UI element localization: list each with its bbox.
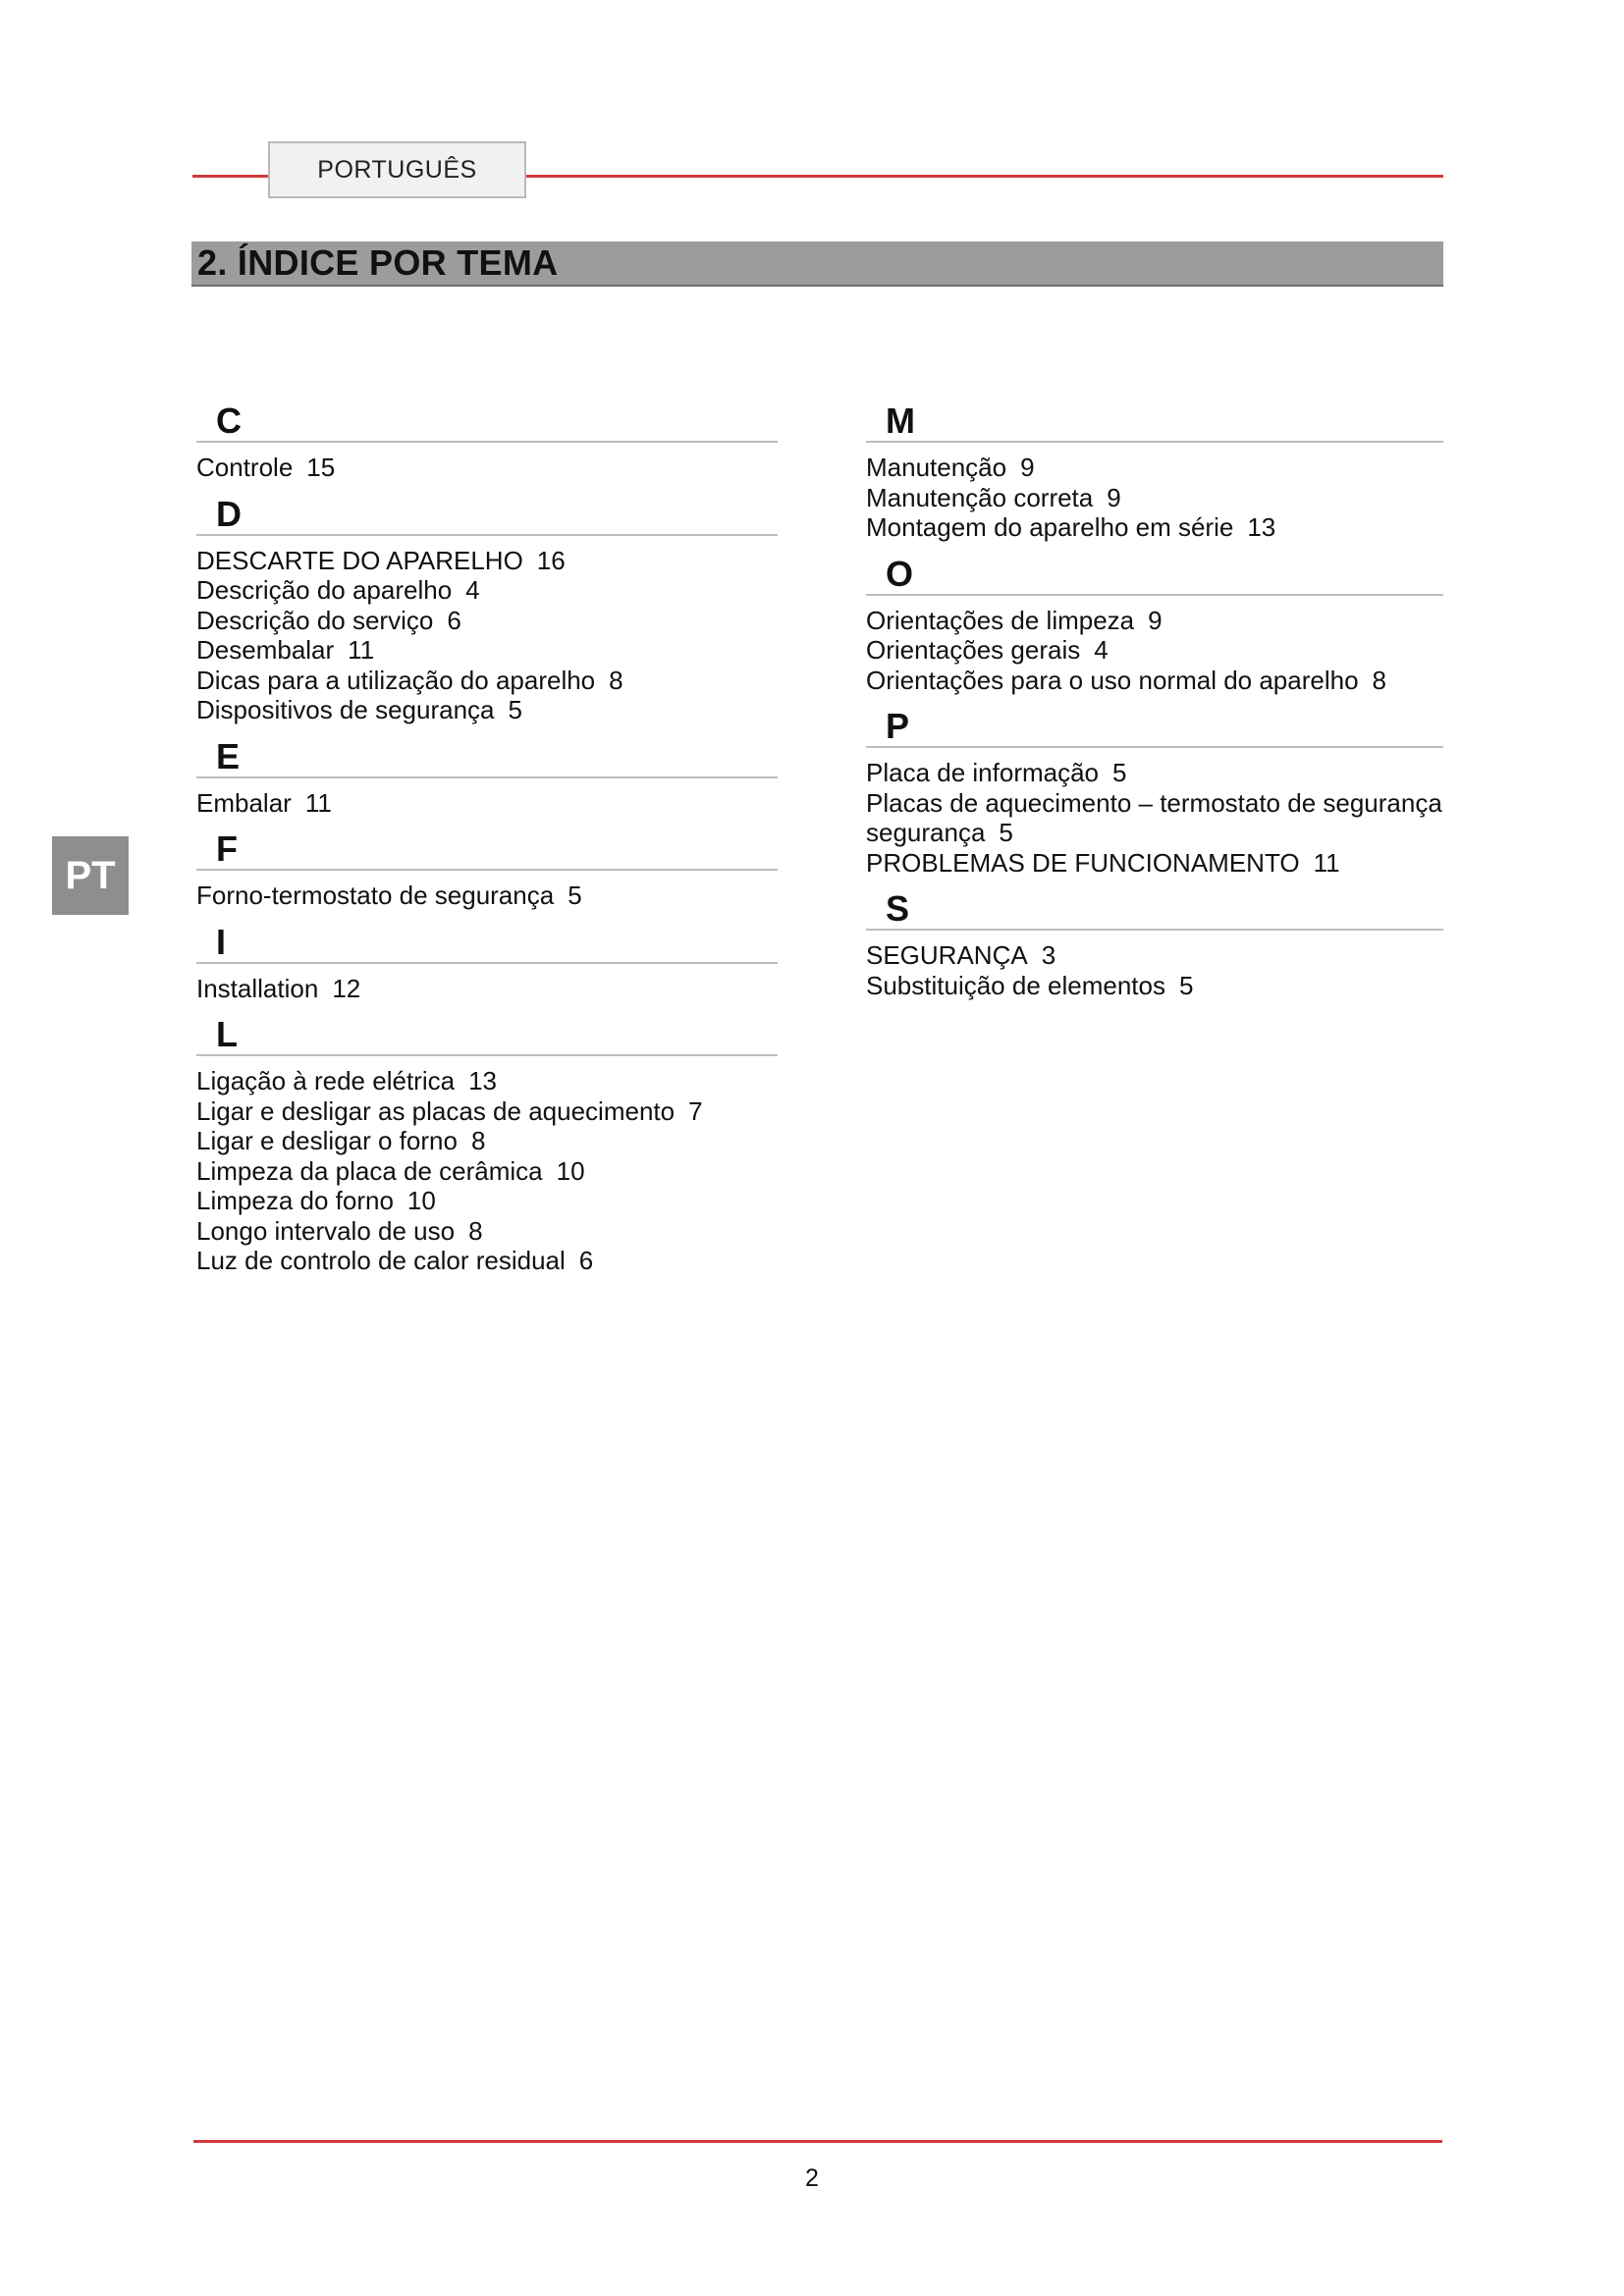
index-entry-text: Ligar e desligar as placas de aquecimento [196, 1095, 676, 1126]
index-entry [196, 606, 778, 636]
index-group-o [866, 549, 1443, 702]
index-entry-text: Manutenção correta [866, 482, 1094, 512]
index-letter-heading: S [866, 883, 1443, 931]
index-entry-text: Embalar [196, 787, 292, 818]
index-entry-text: Longo intervalo de uso [196, 1215, 456, 1246]
index-entry [866, 971, 1443, 1001]
index-entry [196, 1186, 778, 1216]
index-entry-page: 12 [332, 973, 361, 1003]
index-entry-page: 13 [1247, 512, 1276, 542]
index-entry [196, 1156, 778, 1187]
index-entry-page: 4 [465, 575, 480, 605]
index-entry-text: PROBLEMAS DE FUNCIONAMENTO [866, 847, 1300, 878]
index-entry-text: Placas de aquecimento – termostato de segurança segurança [866, 787, 1442, 847]
index-entry-page: 4 [1094, 635, 1109, 665]
index-entry-text: Descrição do aparelho [196, 575, 453, 605]
index-entry-page: 10 [556, 1155, 585, 1186]
index-group-p [866, 701, 1443, 883]
index-entry [866, 788, 1443, 848]
index-entry [866, 666, 1443, 696]
index-entry-text: Placa de informação [866, 758, 1100, 787]
index-entry-text: Limpeza da placa de cerâmica [196, 1155, 543, 1186]
index-group-e [196, 731, 778, 825]
index-letter-heading: O [866, 549, 1443, 596]
index-entry-page: 9 [1148, 605, 1163, 635]
index-entry-list [866, 443, 1443, 549]
section-title: 2. ÍNDICE POR TEMA [197, 242, 559, 283]
index-group-l [196, 1009, 778, 1282]
index-entry [866, 848, 1443, 879]
index-letter-heading: C [196, 396, 778, 443]
index-entry-page: 5 [508, 695, 522, 724]
index-group-d [196, 489, 778, 731]
index-entry-list [196, 778, 778, 825]
index-entry-text: Installation [196, 973, 319, 1003]
index-entry-page: 8 [468, 1215, 483, 1246]
index-entry-list [866, 931, 1443, 1006]
index-entry-page: 8 [470, 1126, 486, 1155]
index-entry-text: Desembalar [196, 635, 335, 665]
index-entry-page: 5 [999, 818, 1013, 847]
index-entry-page: 5 [568, 881, 582, 910]
index-entry-text: SEGURANÇA [866, 940, 1028, 970]
index-entry-text: Orientações gerais [866, 635, 1081, 665]
index-entry-list [196, 1056, 778, 1282]
index-entry-text: DESCARTE DO APARELHO [196, 545, 523, 575]
index-column-right [866, 396, 1443, 1006]
index-entry [196, 1246, 778, 1276]
index-entry-list [866, 596, 1443, 702]
index-entry-page: 9 [1020, 453, 1035, 482]
index-entry [196, 1126, 778, 1156]
index-entry-page: 11 [304, 787, 332, 818]
index-entry-list [866, 748, 1443, 883]
index-column-left [196, 396, 778, 1282]
index-entry [866, 483, 1443, 513]
index-entry [196, 1096, 778, 1127]
index-entry-list [196, 536, 778, 731]
index-entry [196, 695, 778, 725]
index-entry-page: 13 [468, 1066, 497, 1095]
index-letter-heading: I [196, 917, 778, 964]
index-letter-heading: P [866, 701, 1443, 748]
index-entry-text: Dispositivos de segurança [196, 695, 495, 724]
index-group-i [196, 917, 778, 1010]
index-group-s [866, 883, 1443, 1006]
index-entry-text: Montagem do aparelho em série [866, 512, 1234, 542]
index-entry [196, 881, 778, 911]
index-entry-list [196, 871, 778, 917]
index-entry-page: 10 [406, 1186, 436, 1215]
index-letter-heading: F [196, 824, 778, 871]
index-entry-page: 8 [1372, 665, 1386, 695]
index-letter-heading: L [196, 1009, 778, 1056]
index-entry-text: Manutenção [866, 453, 1007, 482]
index-entry-page: 15 [306, 453, 336, 482]
index-entry [866, 940, 1443, 971]
index-entry [866, 635, 1443, 666]
index-entry-page: 8 [609, 665, 623, 695]
index-entry-text: Descrição do serviço [196, 605, 434, 635]
index-letter-heading: D [196, 489, 778, 536]
index-entry-text: Ligar e desligar o forno [196, 1126, 458, 1155]
index-entry-text: Dicas para a utilização do aparelho [196, 665, 596, 695]
index-entry-list [196, 443, 778, 489]
index-entry-text: Limpeza do forno [196, 1186, 394, 1215]
index-entry-page: 11 [348, 635, 375, 665]
index-entry-text: Luz de controlo de calor residual [196, 1246, 566, 1275]
index-letter-heading: E [196, 731, 778, 778]
index-entry-text: Orientações de limpeza [866, 605, 1135, 635]
index-entry-text: Controle [196, 453, 294, 482]
index-entry [866, 606, 1443, 636]
index-entry-page: 6 [578, 1246, 594, 1275]
index-entry-text: Substituição de elementos [866, 970, 1165, 1000]
index-entry [866, 758, 1443, 788]
index-entry-page: 9 [1107, 482, 1121, 512]
footer-rule [193, 2140, 1442, 2143]
index-entry [196, 1216, 778, 1247]
index-entry-page: 5 [1112, 758, 1127, 787]
index-entry [196, 635, 778, 666]
section-header-bar [191, 241, 1443, 287]
index-entry-page: 5 [1178, 970, 1194, 1000]
page-number: 2 [805, 2164, 819, 2192]
index-entry-list [196, 964, 778, 1010]
index-entry [196, 1066, 778, 1096]
index-entry [866, 512, 1443, 543]
index-group-c [196, 396, 778, 489]
language-side-tab: PT [52, 836, 129, 915]
index-entry [196, 453, 778, 483]
index-group-f [196, 824, 778, 917]
index-entry-page: 16 [536, 545, 566, 575]
index-entry-page: 11 [1313, 847, 1340, 878]
index-entry-page: 6 [447, 605, 461, 635]
index-entry-text: Ligação à rede elétrica [196, 1066, 456, 1095]
index-entry-page: 7 [688, 1095, 703, 1126]
index-entry [196, 666, 778, 696]
index-group-m [866, 396, 1443, 549]
index-entry [196, 788, 778, 819]
index-letter-heading: M [866, 396, 1443, 443]
language-tab: PORTUGUÊS [268, 141, 526, 198]
index-entry-page: 3 [1041, 940, 1056, 970]
index-entry [196, 546, 778, 576]
index-entry [196, 575, 778, 606]
index-entry-text: Orientações para o uso normal do aparelho [866, 665, 1359, 695]
index-entry [196, 974, 778, 1004]
index-entry-text: Forno-termostato de segurança [196, 881, 555, 910]
index-entry [866, 453, 1443, 483]
